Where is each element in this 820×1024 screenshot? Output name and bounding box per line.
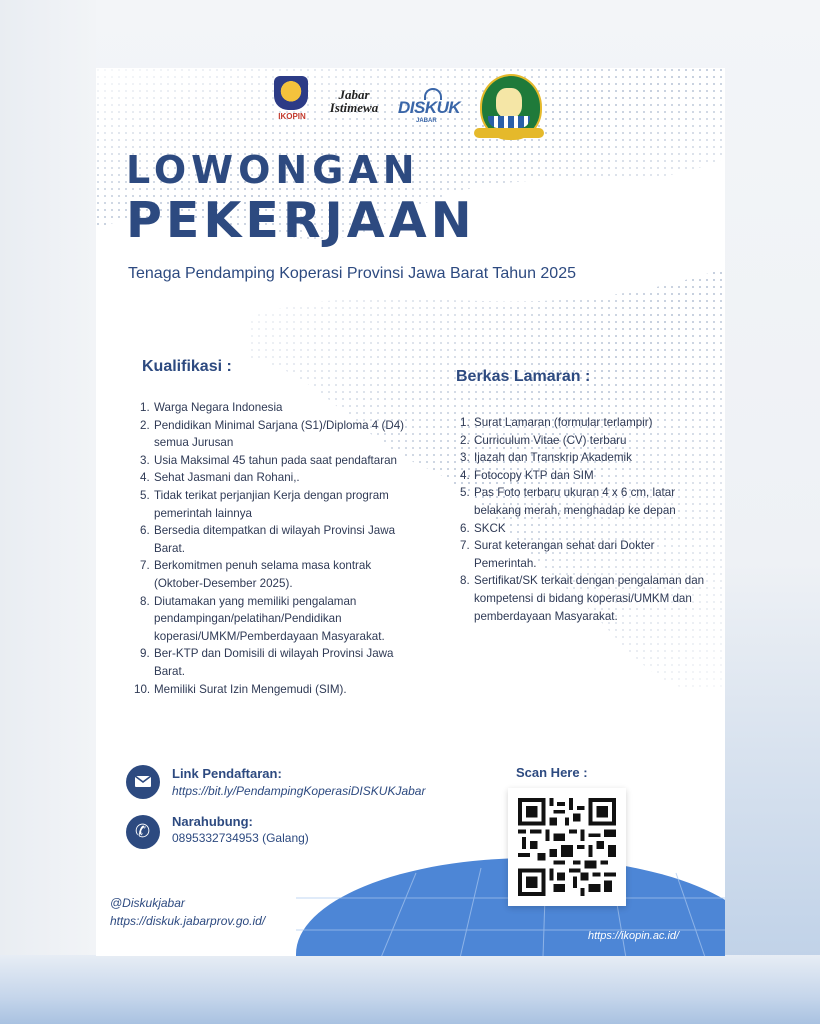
list-item: 2. Curriculum Vitae (CV) terbaru	[460, 433, 627, 447]
social-handle: @Diskukjabar	[110, 896, 185, 910]
list-item: 3. Usia Maksimal 45 tahun pada saat pendaftaran	[140, 453, 397, 467]
berkas-list	[460, 414, 705, 625]
scan-label: Scan Here :	[516, 765, 588, 780]
list-item: 5. Pas Foto terbaru ukuran 4 x 6 cm, latar belakang merah, menghadap ke depan	[460, 486, 676, 517]
background-bottom-blur	[0, 955, 820, 1024]
list-item: 7. Surat keterangan sehat dari Dokter Pemerintah.	[460, 539, 655, 570]
ikopin-logo: IKOPIN	[272, 76, 312, 132]
phone-icon: ✆	[126, 815, 160, 849]
list-item: 10. Memiliki Surat Izin Mengemudi (SIM).	[134, 682, 347, 696]
list-item: 4. Sehat Jasmani dan Rohani,.	[140, 471, 300, 485]
list-item: 4. Fotocopy KTP dan SIM	[460, 468, 594, 482]
title-line-2: PEKERJAAN	[126, 192, 476, 249]
registration-link[interactable]: https://bit.ly/PendampingKoperasiDISKUKJabar	[172, 784, 426, 798]
list-item: 7. Berkomitmen penuh selama masa kontrak (Oktober-Desember 2025).	[140, 559, 372, 590]
contact-person-phone: 0895332734953 (Galang)	[172, 831, 309, 845]
west-java-emblem	[474, 74, 544, 146]
kualifikasi-heading: Kualifikasi :	[142, 358, 232, 375]
list-item: 2. Pendidikan Minimal Sarjana (S1)/Diploma 4 (D4) semua Jurusan	[140, 418, 405, 450]
title-line-1: LOWONGAN	[126, 148, 420, 192]
website-url[interactable]: https://diskuk.jabarprov.go.id/	[110, 914, 266, 928]
contact-person-label: Narahubung:	[172, 814, 253, 829]
qr-code[interactable]	[508, 788, 626, 906]
jabar-istimewa-logo: Jabar Istimewa	[329, 87, 379, 115]
list-item: 9. Ber-KTP dan Domisili di wilayah Provinsi Jawa Barat.	[140, 647, 394, 678]
background-left-blur	[0, 0, 96, 1024]
list-item: 8. Sertifikat/SK terkait dengan pengalaman dan kompetensi di bidang koperasi/UMKM dan pemberdayaan Masyarakat.	[460, 574, 705, 623]
job-poster	[96, 68, 725, 956]
list-item: 5. Tidak terikat perjanjian Kerja dengan program pemerintah lainnya	[140, 488, 389, 520]
list-item: 3. Ijazah dan Transkrip Akademik	[460, 451, 632, 465]
berkas-heading: Berkas Lamaran :	[456, 368, 591, 385]
link-label: Link Pendaftaran:	[172, 766, 282, 781]
kualifikasi-list	[134, 399, 405, 698]
mail-icon	[126, 765, 160, 799]
list-item: 8. Diutamakan yang memiliki pengalaman pendampingan/pelatihan/Pendidikan koperasi/UMKM/Pemberdayaan Masyarakat.	[140, 594, 385, 643]
list-item: 1. Warga Negara Indonesia	[140, 401, 283, 414]
list-item: 6. SKCK	[460, 521, 506, 535]
ikopin-url[interactable]: https://ikopin.ac.id/	[588, 930, 680, 942]
qr-code-image	[518, 798, 616, 896]
list-item: 1. Surat Lamaran (formular terlampir)	[460, 416, 653, 429]
list-item: 6. Bersedia ditempatkan di wilayah Provinsi Jawa Barat.	[140, 524, 396, 555]
subtitle: Tenaga Pendamping Koperasi Provinsi Jawa Barat Tahun 2025	[128, 265, 576, 282]
diskuk-logo: DISKUK JABAR	[398, 90, 468, 126]
contact-section	[126, 764, 456, 864]
